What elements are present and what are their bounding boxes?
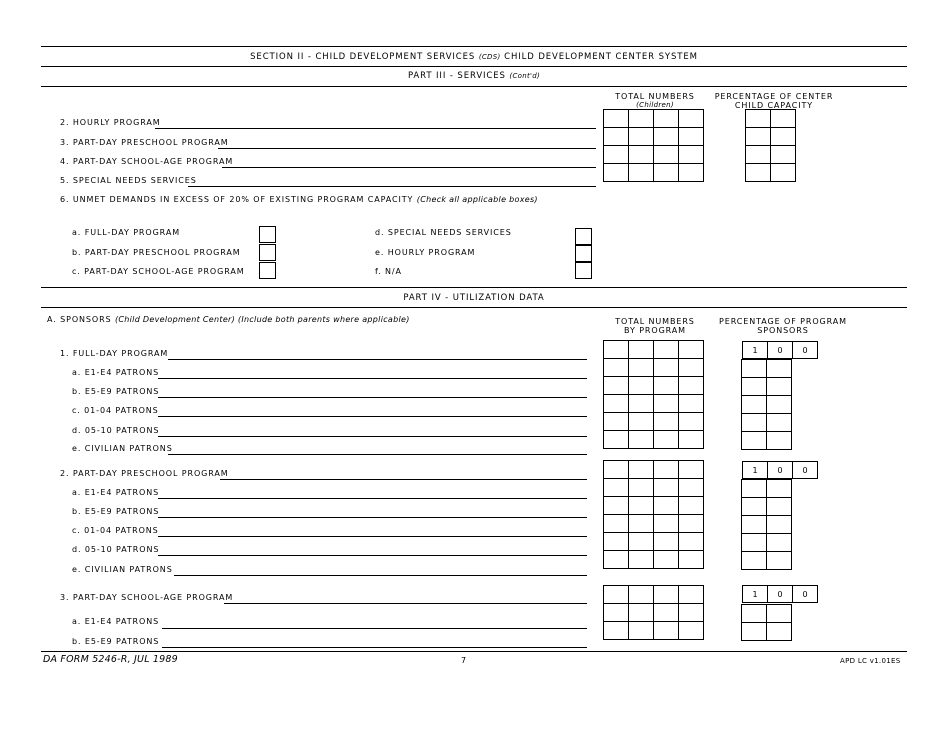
part4-title: PART IV - UTILIZATION DATA: [403, 293, 545, 303]
patron-row: e. CIVILIAN PATRONS: [72, 565, 173, 574]
checkbox-fullday[interactable]: [259, 226, 276, 243]
p4-prog3-pct-grid[interactable]: [741, 604, 792, 641]
patron-line[interactable]: [158, 517, 587, 518]
p3-item-special: 5. SPECIAL NEEDS SERVICES: [60, 176, 197, 185]
p3-line-hourly[interactable]: [155, 128, 596, 129]
sponsors-label: A. SPONSORS (Child Development Center) (Include both parents where applicable): [47, 315, 410, 324]
patron-line[interactable]: [162, 628, 587, 629]
p3-total-grid[interactable]: [603, 109, 704, 182]
patron-row: b. E5-E9 PATRONS: [72, 507, 160, 516]
check-label-fullday: a. FULL-DAY PROGRAM: [72, 228, 180, 237]
checkbox-schoolage[interactable]: [259, 262, 276, 279]
p3-col1-header: TOTAL NUMBERS (Children): [615, 92, 695, 109]
checkbox-na[interactable]: [575, 262, 592, 279]
check-label-preschool: b. PART-DAY PRESCHOOL PROGRAM: [72, 248, 241, 257]
patron-line[interactable]: [158, 397, 587, 398]
p4-prog1-pct-grid[interactable]: [741, 359, 792, 450]
program-line[interactable]: [224, 603, 587, 604]
patron-line[interactable]: [168, 454, 587, 455]
p3-item-hourly: 2. HOURLY PROGRAM: [60, 118, 161, 127]
part3-title: PART III - SERVICES (Cont'd): [407, 71, 541, 81]
patron-line[interactable]: [158, 498, 587, 499]
program-line[interactable]: [220, 479, 587, 480]
p3-item-preschool: 3. PART-DAY PRESCHOOL PROGRAM: [60, 138, 229, 147]
form-version: APD LC v1.01ES: [840, 657, 901, 665]
patron-line[interactable]: [158, 416, 587, 417]
p4-prog2-pct-total: 1 0 0: [742, 461, 818, 479]
p3-col2-header: PERCENTAGE OF CENTER CHILD CAPACITY: [714, 92, 834, 110]
p3-pct-grid[interactable]: [745, 109, 796, 182]
p3-line-preschool[interactable]: [218, 148, 596, 149]
patron-row: d. 05-10 PATRONS: [72, 426, 160, 435]
p3-line-schoolage[interactable]: [222, 167, 596, 168]
patron-line[interactable]: [158, 436, 587, 437]
patron-line[interactable]: [174, 575, 587, 576]
patron-row: c. 01-04 PATRONS: [72, 406, 159, 415]
patron-line[interactable]: [158, 536, 587, 537]
p3-item-unmet: 6. UNMET DEMANDS IN EXCESS OF 20% OF EXISTING PROGRAM CAPACITY (Check all applicable boxes): [60, 195, 538, 204]
p4-prog2-pct-grid[interactable]: [741, 479, 792, 570]
p4-prog2-total-grid[interactable]: [603, 460, 704, 569]
patron-line[interactable]: [158, 378, 587, 379]
patron-row: e. CIVILIAN PATRONS: [72, 444, 173, 453]
section-title: SECTION II - CHILD DEVELOPMENT SERVICES (CDS) CHILD DEVELOPMENT CENTER SYSTEM: [250, 52, 698, 62]
patron-row: d. 05-10 PATRONS: [72, 545, 160, 554]
p4-col2-header: PERCENTAGE OF PROGRAM SPONSORS: [719, 317, 847, 335]
p4-prog1-total-grid[interactable]: [603, 340, 704, 449]
checkbox-preschool[interactable]: [259, 244, 276, 261]
p4-prog3-total-grid[interactable]: [603, 585, 704, 640]
patron-line[interactable]: [158, 555, 587, 556]
p3-item-schoolage: 4. PART-DAY SCHOOL-AGE PROGRAM: [60, 157, 234, 166]
p3-line-special[interactable]: [188, 186, 596, 187]
check-label-schoolage: c. PART-DAY SCHOOL-AGE PROGRAM: [72, 267, 245, 276]
patron-line[interactable]: [162, 647, 587, 648]
patron-row: b. E5-E9 PATRONS: [72, 387, 160, 396]
p4-prog1-pct-total: 1 0 0: [742, 341, 818, 359]
patron-row: a. E1-E4 PATRONS: [72, 368, 160, 377]
program-title: 2. PART-DAY PRESCHOOL PROGRAM: [60, 469, 229, 478]
patron-row: c. 01-04 PATRONS: [72, 526, 159, 535]
check-label-hourly: e. HOURLY PROGRAM: [375, 248, 476, 257]
check-label-na: f. N/A: [375, 267, 402, 276]
checkbox-special[interactable]: [575, 228, 592, 245]
page-number: 7: [461, 656, 467, 665]
patron-row: b. E5-E9 PATRONS: [72, 637, 160, 646]
form-id: DA FORM 5246-R, JUL 1989: [43, 654, 178, 665]
patron-row: a. E1-E4 PATRONS: [72, 488, 160, 497]
check-label-special: d. SPECIAL NEEDS SERVICES: [375, 228, 512, 237]
checkbox-hourly[interactable]: [575, 245, 592, 262]
program-title: 1. FULL-DAY PROGRAM: [60, 349, 169, 358]
program-line[interactable]: [168, 359, 587, 360]
program-title: 3. PART-DAY SCHOOL-AGE PROGRAM: [60, 593, 234, 602]
p4-prog3-pct-total: 1 0 0: [742, 585, 818, 603]
p4-col1-header: TOTAL NUMBERS BY PROGRAM: [615, 317, 695, 335]
patron-row: a. E1-E4 PATRONS: [72, 617, 160, 626]
